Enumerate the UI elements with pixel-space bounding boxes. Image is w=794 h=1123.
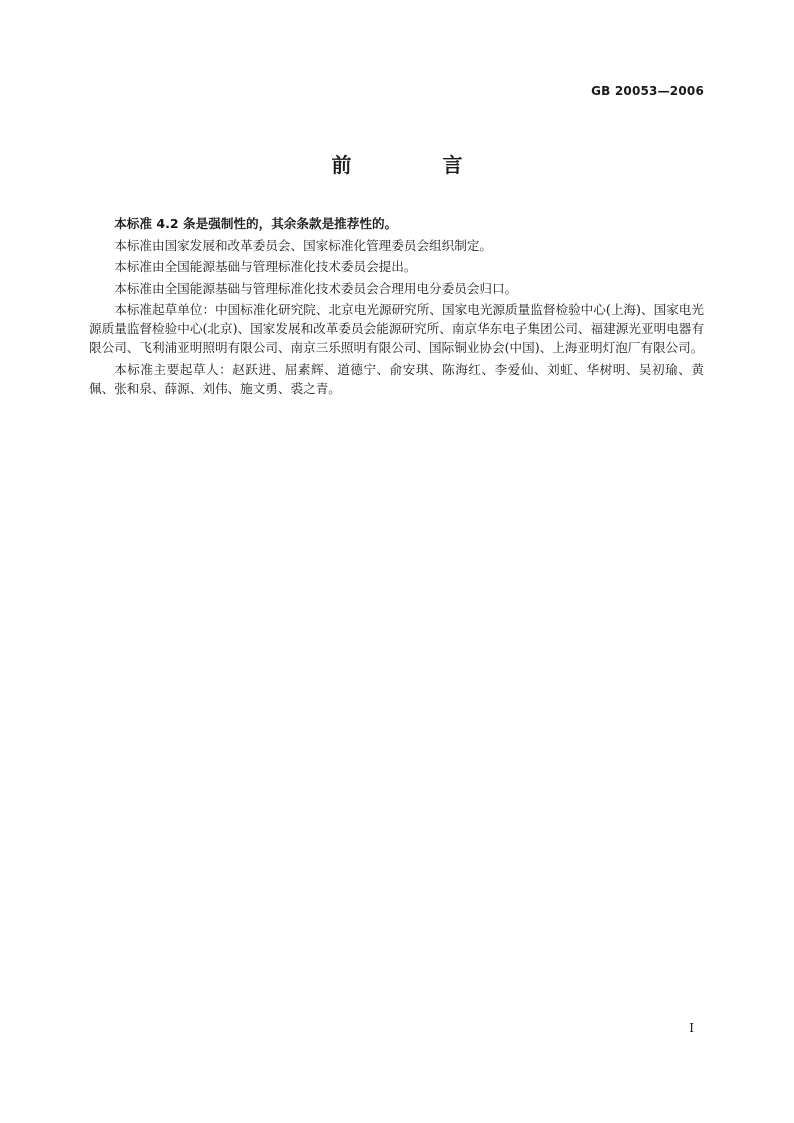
- standard-code: GB 20053—2006: [591, 84, 704, 98]
- paragraph-centralized-management: 本标准由全国能源基础与管理标准化技术委员会合理用电分委员会归口。: [114, 280, 518, 296]
- paragraph-mandatory-clause: 本标准 4.2 条是强制性的，其余条款是推荐性的。: [114, 216, 398, 231]
- paragraph-drafters: 本标准主要起草人：赵跃进、屈素辉、道德宁、俞安琪、陈海红、李爱仙、刘虹、华树明、吴初瑜、黄佩、张和泉、薛源、刘伟、施文勇、裘之青。: [89, 361, 704, 396]
- page-title: 前 言: [331, 153, 505, 177]
- page-number: I: [689, 1021, 694, 1035]
- paragraph-proposer: 本标准由全国能源基础与管理标准化技术委员会提出。: [114, 259, 417, 274]
- paragraph-organizer: 本标准由国家发展和改革委员会、国家标准化管理委员会组织制定。: [114, 237, 492, 253]
- preface-body: [89, 214, 704, 400]
- paragraph-drafting-units: 本标准起草单位：中国标准化研究院、北京电光源研究所、国家电光源质量监督检验中心(上海)、国家电光源质量监督检验中心(北京)、国家发展和改革委员会能源研究所、南京华东电子集团公司、福建源光亚明电器有限公司、飞利浦亚明照明有限公司、南京三乐照明有限公司、国际铜业协会(中国)、上海亚明灯泡厂有限公司。: [89, 302, 704, 355]
